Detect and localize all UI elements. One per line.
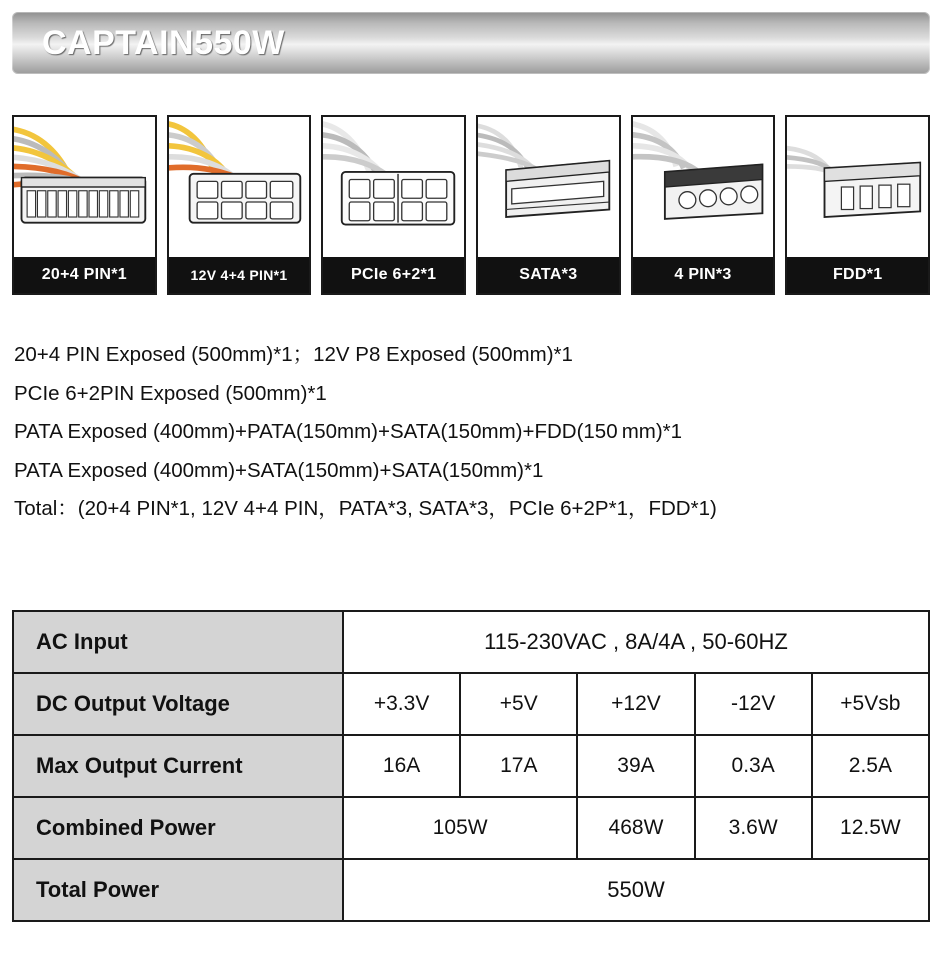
row-label-max-output-current: Max Output Current — [13, 735, 343, 797]
fdd-connector-icon — [787, 117, 928, 257]
cell-combined-power: 12.5W — [812, 797, 929, 859]
connector-card-pcie-8pin — [321, 115, 466, 295]
table-row-dc-output-voltage — [13, 673, 929, 735]
table-row-combined-power — [13, 797, 929, 859]
connector-card-atx-24pin — [12, 115, 157, 295]
cell-dc-voltage: +5Vsb — [812, 673, 929, 735]
cable-spec-line: PATA Exposed (400mm)+SATA(150mm)+SATA(150mm)*1 — [14, 458, 544, 482]
cell-dc-voltage: +12V — [577, 673, 694, 735]
electrical-spec-table — [12, 610, 930, 922]
cable-spec-line: Total：(20+4 PIN*1, 12V 4+4 PIN，PATA*3, SATA*3，PCIe 6+2P*1，FDD*1) — [14, 497, 717, 520]
cable-spec-list — [14, 336, 930, 529]
row-label-total-power: Total Power — [13, 859, 343, 921]
product-title-banner — [12, 12, 930, 74]
connector-card-fdd — [785, 115, 930, 295]
connector-card-sata — [476, 115, 621, 295]
connector-label: PCIe 6+2*1 — [323, 257, 464, 293]
cable-spec-line: PATA Exposed (400mm)+PATA(150mm)+SATA(150mm)+FDD(150 mm)*1 — [14, 420, 683, 443]
cell-dc-voltage: +3.3V — [343, 673, 460, 735]
connector-label: 20+4 PIN*1 — [14, 257, 155, 293]
cell-max-current: 39A — [577, 735, 694, 797]
connector-gallery — [12, 115, 930, 295]
connector-label: 12V 4+4 PIN*1 — [169, 257, 310, 293]
cable-spec-line: 20+4 PIN Exposed (500mm)*1；12V P8 Exposed (500mm)*1 — [14, 343, 573, 366]
cell-max-current: 2.5A — [812, 735, 929, 797]
cable-spec-line: PCIe 6+2PIN Exposed (500mm)*1 — [14, 381, 327, 405]
pcie-8pin-connector-icon — [323, 117, 464, 257]
connector-label: FDD*1 — [787, 257, 928, 293]
connector-label: 4 PIN*3 — [633, 257, 774, 293]
table-row-total-power — [13, 859, 929, 921]
page-title: CAPTAIN550W — [42, 23, 285, 62]
connector-label: SATA*3 — [478, 257, 619, 293]
cell-combined-power: 3.6W — [695, 797, 812, 859]
connector-card-eps-8pin — [167, 115, 312, 295]
cell-combined-power: 468W — [577, 797, 694, 859]
cell-dc-voltage: +5V — [460, 673, 577, 735]
table-row-max-output-current — [13, 735, 929, 797]
row-label-dc-output-voltage: DC Output Voltage — [13, 673, 343, 735]
cell-max-current: 16A — [343, 735, 460, 797]
row-label-ac-input: AC Input — [13, 611, 343, 673]
cell-combined-power: 105W — [343, 797, 577, 859]
atx-24pin-connector-icon — [14, 117, 155, 257]
connector-card-molex-4pin — [631, 115, 776, 295]
cell-ac-input-value: 115-230VAC , 8A/4A , 50-60HZ — [343, 611, 929, 673]
cell-max-current: 0.3A — [695, 735, 812, 797]
cell-max-current: 17A — [460, 735, 577, 797]
row-label-combined-power: Combined Power — [13, 797, 343, 859]
cell-dc-voltage: -12V — [695, 673, 812, 735]
eps-8pin-connector-icon — [169, 117, 310, 257]
sata-connector-icon — [478, 117, 619, 257]
molex-4pin-connector-icon — [633, 117, 774, 257]
cell-total-power: 550W — [343, 859, 929, 921]
table-row-ac-input — [13, 611, 929, 673]
